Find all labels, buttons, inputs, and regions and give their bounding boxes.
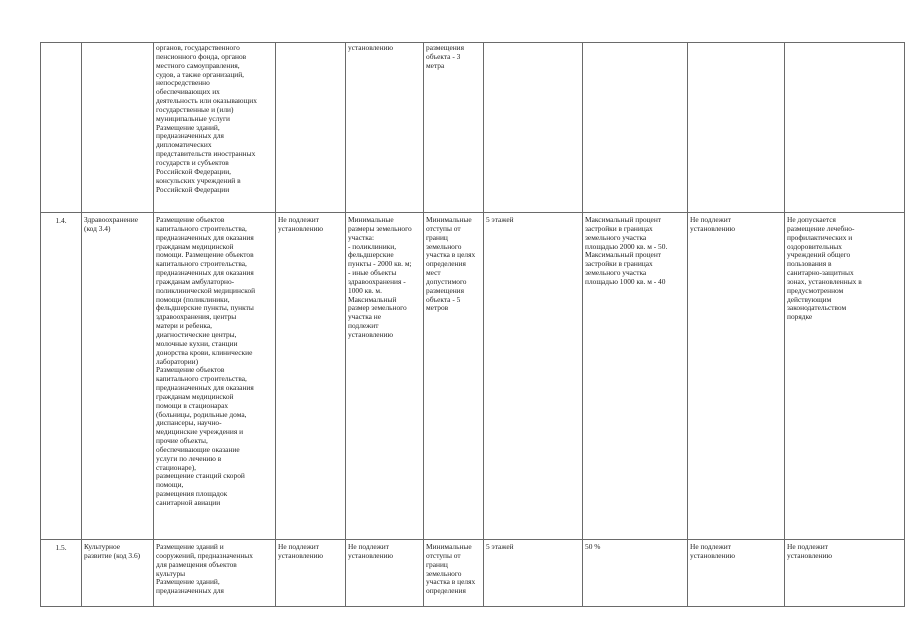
restrictions-cell: Не допускается размещение лечебно- профилактических и оздоровительных учреждений общего пользования в санитарно-защитных зонах, установленных в предусмотренном действующим законодательством порядке xyxy=(785,213,905,540)
land-plot-size-cell: Минимальные размеры земельного участка: - поликлиники, фельдшерские пункты - 2000 кв. м; - иные объекты здравоохранения - 1000 кв. м. Максимальный размер земельного участка не подлежит установлению xyxy=(346,213,424,540)
parameter-cell: Не подлежит установлению xyxy=(688,213,785,540)
setback-cell: размещения объекта - 3 метра xyxy=(424,43,484,213)
table-row xyxy=(41,43,905,213)
row-number-cell: 1.4. xyxy=(41,213,82,540)
row-number-cell: 1.5. xyxy=(41,540,82,607)
use-description-cell: Размещение зданий и сооружений, предназначенных для размещения объектов культуры Размещение зданий, предназначенных для xyxy=(154,540,276,607)
floors-cell: 5 этажей xyxy=(484,213,583,540)
floors-cell: 5 этажей xyxy=(484,540,583,607)
parameter-cell: Не подлежит установлению xyxy=(688,540,785,607)
use-description-cell: Размещение объектов капитального строительства, предназначенных для оказания гражданам медицинской помощи. Размещение объектов капитального строительства, предназначенных для оказания гражданам амбулаторно- поликлинической медицинской помощи (поликлиники, фельдшерские пункты, пункты здравоохранения, центры матери и ребенка, диагностические центры, молочные кухни, станции донорства крови, клинические лаборатории) Размещение объектов капитального строительства, предназначенных для оказания гражданам медицинской помощи в стационарах (больницы, родильные дома, диспансеры, научно- медицинские учреждения и прочие объекты, обеспечивающие оказание услуги по лечению в стационаре), размещение станций скорой помощи, размещения площадок санитарной авиации xyxy=(154,213,276,540)
parameter-cell xyxy=(688,43,785,213)
table-row xyxy=(41,213,905,540)
use-description-cell: органов, государственного пенсионного фонда, органов местного самоуправления, судов, а также организаций, непосредственно обеспечивающих их деятельность или оказывающих государственные и (или) муниципальные услуги Размещение зданий, предназначенных для дипломатических представительств иностранных государств и субъектов Российской Федерации, консульских учреждений в Российской Федерации xyxy=(154,43,276,213)
row-number-cell xyxy=(41,43,82,213)
building-coverage-cell: 50 % xyxy=(583,540,688,607)
parameter-cell xyxy=(276,43,346,213)
parameter-cell: Не подлежит установлению xyxy=(276,213,346,540)
building-coverage-cell xyxy=(583,43,688,213)
restrictions-cell: Не подлежит установлению xyxy=(785,540,905,607)
setback-cell: Минимальные отступы от границ земельного участка в целях определения xyxy=(424,540,484,607)
use-type-name-cell: Культурное развитие (код 3.6) xyxy=(82,540,154,607)
land-plot-size-cell: Не подлежит установлению xyxy=(346,540,424,607)
use-type-name-cell: Здравоохранение (код 3.4) xyxy=(82,213,154,540)
table-row xyxy=(41,540,905,607)
setback-cell: Минимальные отступы от границ земельного участка в целях определения мест допустимого размещения объекта - 5 метров xyxy=(424,213,484,540)
use-type-name-cell xyxy=(82,43,154,213)
parameter-cell: Не подлежит установлению xyxy=(276,540,346,607)
floors-cell xyxy=(484,43,583,213)
zoning-regulations-table xyxy=(40,42,905,607)
land-plot-size-cell: установлению xyxy=(346,43,424,213)
restrictions-cell xyxy=(785,43,905,213)
building-coverage-cell: Максимальный процент застройки в границах земельного участка площадью 2000 кв. м - 50. Максимальный процент застройки в границах земельного участка площадью 1000 кв. м - 40 xyxy=(583,213,688,540)
